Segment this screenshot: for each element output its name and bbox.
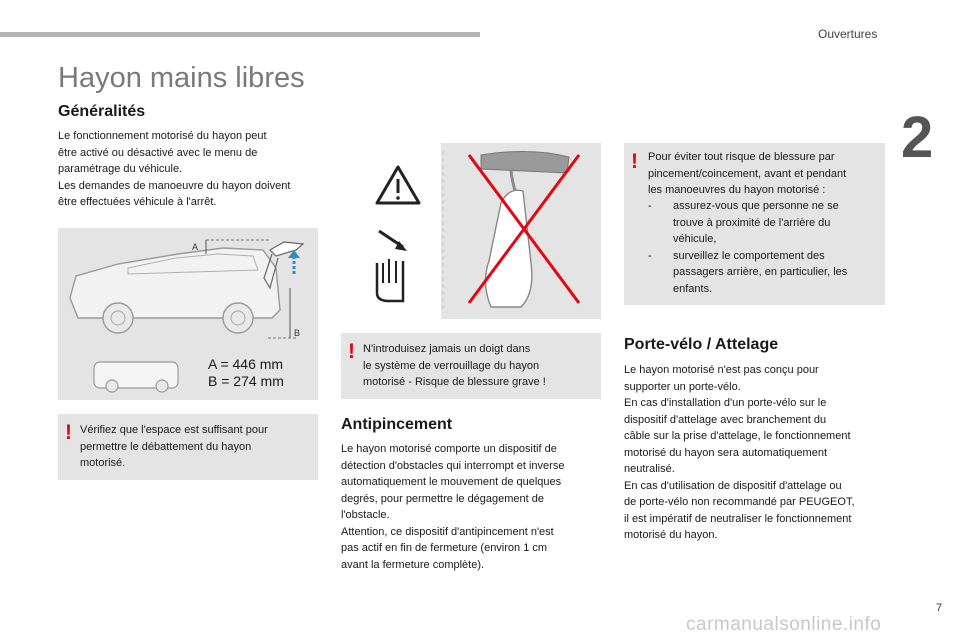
heading-antipincement: Antipincement bbox=[341, 416, 453, 433]
porte-velo-text: Le hayon motorisé n'est pas conçu pour supporter un porte-vélo. En cas d'installation d'un porte-vélo sur le dispositif d'attelage avec branchement du câble sur la prise d'attelage, le fonctionnement motorisé du hayon sera automatiquement neutralisé. En cas d'utilisation de dispositif d'attelage ou de porte-vélo non recommandé par PEUGEOT, il est impératif de neutraliser le fonctionnement motorisé du hayon. bbox=[624, 364, 855, 541]
section-label: Ouvertures bbox=[818, 27, 878, 41]
warning-icon: ! bbox=[348, 340, 355, 363]
warning-panel-finger bbox=[341, 333, 601, 399]
list-item: - assurez-vous que personne ne se trouve à proximité de l'arrière du véhicule, bbox=[648, 198, 880, 248]
page-title: Hayon mains libres bbox=[58, 62, 305, 94]
tailgate-diagram-panel bbox=[58, 228, 318, 400]
warning-finger-text: N'introduisez jamais un doigt dans le système de verrouillage du hayon motorisé - Risque de blessure grave ! bbox=[363, 343, 546, 388]
dimension-values bbox=[208, 356, 284, 390]
heading-porte-velo: Porte-vélo / Attelage bbox=[624, 336, 779, 353]
dimension-a: A = 446 mm bbox=[208, 356, 284, 372]
generalites-text: Le fonctionnement motorisé du hayon peut être activé ou désactivé avec le menu de paramétrage du véhicule. Les demandes de manoeuvre du hayon doivent être effectuées véhicule à l'arrêt. bbox=[58, 130, 291, 208]
finger-pinch-illustration bbox=[341, 143, 601, 319]
heading-generalites: Généralités bbox=[58, 103, 146, 120]
warning-space-text: Vérifiez que l'espace est suffisant pour permettre le débattement du hayon motorisé. bbox=[80, 424, 268, 469]
watermark: carmanualsonline.info bbox=[686, 614, 882, 635]
antipincement-text: Le hayon motorisé comporte un dispositif de détection d'obstacles qui interrompt et inverse automatiquement le mouvement de quelques degrés, pour permettre le dégagement de l'obstacle. Attention, ce dispositif d'antipincement n'est pas actif en fin de fermeture (environ 1 cm avant la fermeture complète). bbox=[341, 443, 565, 571]
label-a: A bbox=[192, 242, 199, 252]
header-rule bbox=[0, 32, 480, 37]
warning-injury-list bbox=[648, 198, 880, 297]
warning-icon: ! bbox=[631, 150, 638, 173]
chapter-number: 2 bbox=[901, 105, 934, 170]
warning-panel-injury bbox=[624, 143, 885, 305]
warning-injury-intro: Pour éviter tout risque de blessure par pincement/coincement, avant et pendant les manoeuvres du hayon motorisé : bbox=[648, 151, 847, 196]
warning-panel-space bbox=[58, 414, 318, 480]
warning-icon: ! bbox=[65, 421, 72, 444]
dimension-b: B = 274 mm bbox=[208, 373, 284, 389]
label-b: B bbox=[294, 328, 301, 338]
page-number: 7 bbox=[936, 602, 943, 614]
list-item: - surveillez le comportement des passagers arrière, en particulier, les enfants. bbox=[648, 248, 880, 298]
finger-warning-illustration bbox=[341, 143, 601, 319]
